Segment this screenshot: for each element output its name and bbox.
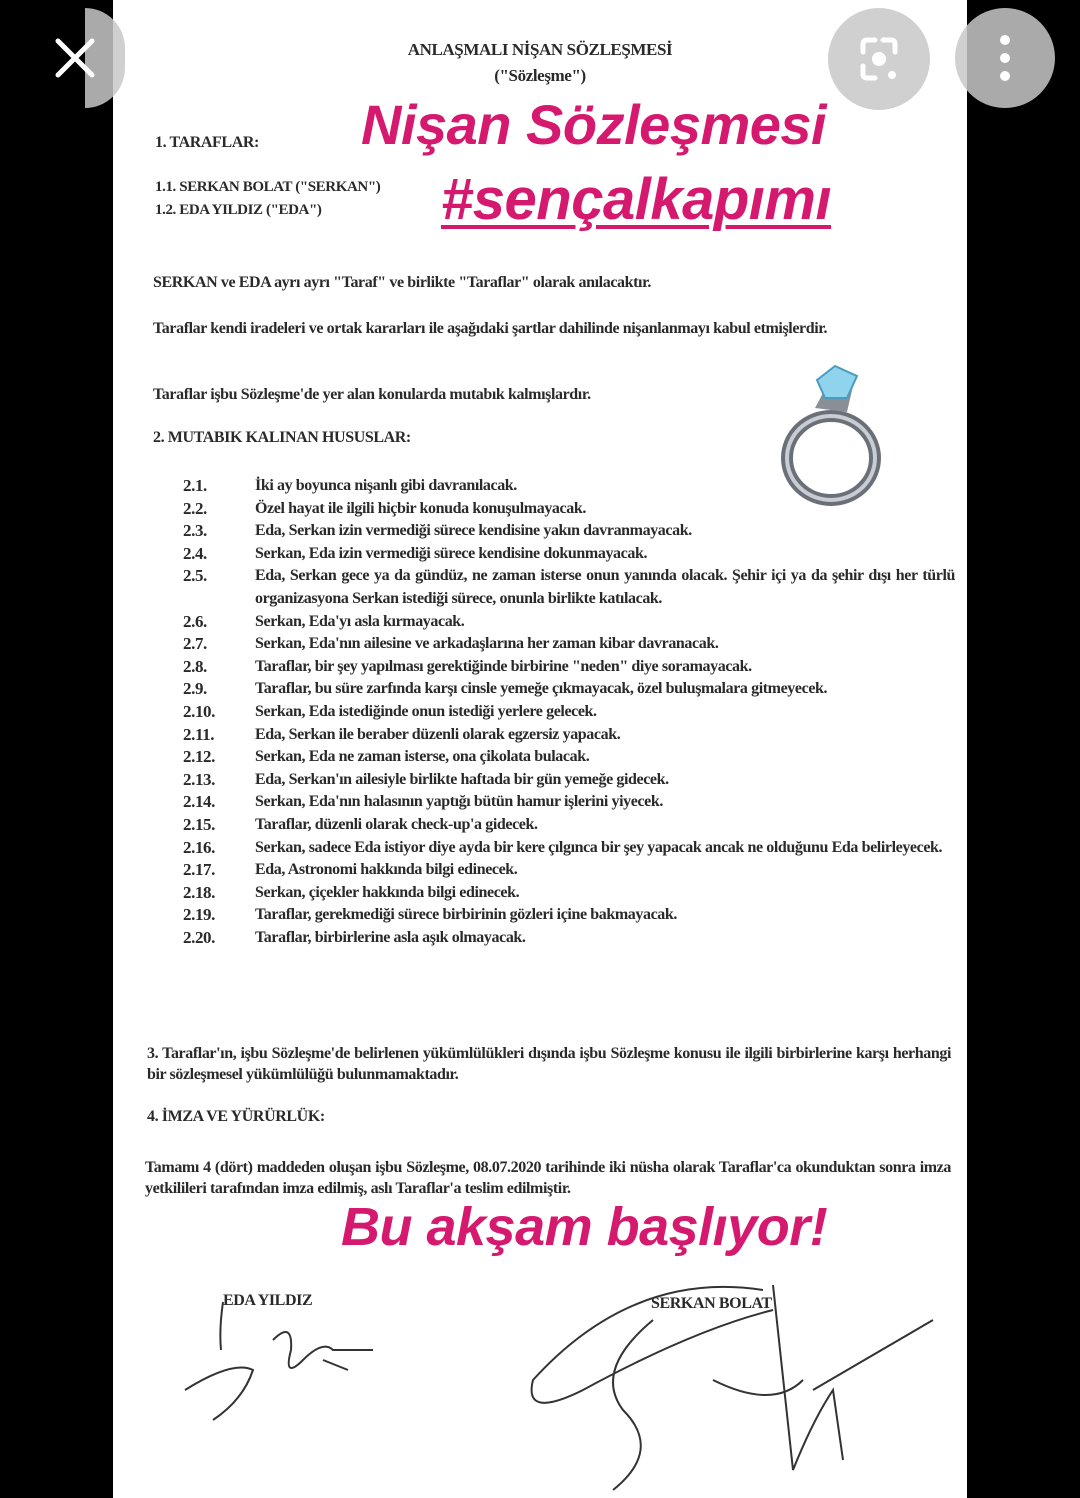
item-number: 2.6. xyxy=(183,611,207,631)
item-number: 2.15. xyxy=(183,814,216,834)
item-text: Taraflar, gerekmediği sürece birbirinin gözleri içine bakmayacak. xyxy=(255,906,677,924)
item-number: 2.13. xyxy=(183,769,216,789)
item-text: Taraflar, bu süre zarfında karşı cinsle yemeğe çıkmayacak, özel buluşmalara gitmeyecek. xyxy=(255,680,828,698)
item-number: 2.20. xyxy=(183,927,216,947)
paragraph-consent: Taraflar kendi iradeleri ve ortak kararları ile aşağıdaki şartlar dahilinde nişanlanmayı kabul etmişlerdir. xyxy=(153,320,828,337)
agreed-items-list xyxy=(183,475,955,949)
section-4-heading: 4. İMZA VE YÜRÜRLÜK: xyxy=(147,1108,325,1125)
item-number: 2.17. xyxy=(183,860,216,880)
section-2-heading: 2. MUTABIK KALINAN HUSUSLAR: xyxy=(153,429,411,446)
document-title: ANLAŞMALI NİŞAN SÖZLEŞMESİ xyxy=(407,40,673,59)
item-number: 2.4. xyxy=(183,543,207,563)
item-text: Serkan, sadece Eda istiyor diye ayda bir kere çılgınca bir şey yapacak ancak ne olduğunu Eda belirleyecek. xyxy=(255,838,943,856)
item-number: 2.12. xyxy=(183,747,216,767)
item-text: Eda, Serkan'ın ailesiyle birlikte haftada bir gün yemeğe gidecek. xyxy=(255,770,669,788)
more-vert-icon xyxy=(985,30,1025,86)
signature-eda xyxy=(173,1290,393,1440)
more-options-button[interactable] xyxy=(985,30,1025,86)
signatory-serkan: SERKAN BOLAT xyxy=(651,1295,772,1312)
paragraph-signature: Tamamı 4 (dört) maddeden oluşan işbu Sözleşme, 08.07.2020 tarihinde iki nüsha olarak Taraflar'ca okunduktan sonra imza yetkilileri tarafından imza edilmiş, aslı Taraflar'a teslim edilmiştir. xyxy=(145,1159,951,1197)
paragraph-parties: SERKAN ve EDA ayrı ayrı "Taraf" ve birlikte "Taraflar" olarak anılacaktır. xyxy=(153,274,651,291)
list-item xyxy=(183,565,955,610)
list-item xyxy=(183,746,955,769)
list-item xyxy=(183,769,955,792)
item-number: 2.18. xyxy=(183,882,216,902)
paragraph-agreement: Taraflar işbu Sözleşme'de yer alan konularda mutabık kalmışlardır. xyxy=(153,386,591,403)
list-item xyxy=(183,656,955,679)
close-button[interactable] xyxy=(50,33,100,83)
overlay-title: Nişan Sözleşmesi xyxy=(361,93,827,156)
item-text: Taraflar, birbirlerine asla aşık olmayacak. xyxy=(255,928,526,946)
item-text: Eda, Serkan izin vermediği sürece kendisine yakın davranmayacak. xyxy=(255,522,692,540)
item-number: 2.19. xyxy=(183,905,216,925)
party-1: 1.1. SERKAN BOLAT ("SERKAN") xyxy=(155,179,381,195)
item-number: 2.11. xyxy=(183,724,215,744)
item-text: Taraflar, bir şey yapılması gerektiğinde birbirine "neden" diye soramayacak. xyxy=(255,657,752,675)
list-item xyxy=(183,882,955,905)
list-item xyxy=(183,927,955,950)
item-text: Eda, Serkan ile beraber düzenli olarak egzersiz yapacak. xyxy=(255,725,621,743)
item-text: Taraflar, düzenli olarak check-up'a gidecek. xyxy=(255,815,538,833)
item-text: Eda, Astronomi hakkında bilgi edinecek. xyxy=(255,861,518,879)
overlay-footer: Bu akşam başlıyor! xyxy=(341,1197,828,1257)
lens-icon xyxy=(828,8,930,110)
list-item xyxy=(183,520,955,543)
list-item xyxy=(183,678,955,701)
section-3: 3. Taraflar'ın, işbu Sözleşme'de belirlenen yükümlülükleri dışında işbu Sözleşme konusu ile ilgili birbirlerine karşı herhangi bir sözleşmesel yükümlülüğü bulunmamaktadır. xyxy=(147,1045,951,1083)
list-item xyxy=(183,724,955,747)
list-item xyxy=(183,633,955,656)
item-text: Eda, Serkan gece ya da gündüz, ne zaman isterse onun yanında olacak. Şehir içi ya da şehir dışı her türlü organizasyona Serkan istediği sürece, onunla birlikte katılacak. xyxy=(255,567,955,607)
document-image xyxy=(113,0,967,1498)
item-number: 2.14. xyxy=(183,792,216,812)
item-text: Serkan, Eda'nın ailesine ve arkadaşlarına her zaman kibar davranacak. xyxy=(255,635,719,653)
party-2: 1.2. EDA YILDIZ ("EDA") xyxy=(155,202,322,218)
item-number: 2.5. xyxy=(183,566,207,586)
list-item xyxy=(183,791,955,814)
item-number: 2.3. xyxy=(183,521,207,541)
close-icon xyxy=(50,33,100,83)
list-item xyxy=(183,498,955,521)
signature-serkan xyxy=(513,1270,943,1498)
list-item xyxy=(183,611,955,634)
item-number: 2.10. xyxy=(183,701,216,721)
item-number: 2.2. xyxy=(183,498,207,518)
list-item xyxy=(183,475,955,498)
item-number: 2.16. xyxy=(183,837,216,857)
overlay-hashtag: #sençalkapımı xyxy=(441,167,832,232)
item-number: 2.8. xyxy=(183,656,207,676)
item-text: İki ay boyunca nişanlı gibi davranılacak. xyxy=(255,477,517,494)
list-item xyxy=(183,837,955,860)
signatory-eda: EDA YILDIZ xyxy=(223,1292,313,1309)
list-item xyxy=(183,904,955,927)
list-item xyxy=(183,701,955,724)
section-1-heading: 1. TARAFLAR: xyxy=(155,134,259,151)
item-text: Serkan, Eda'nın halasının yaptığı bütün hamur işlerini yiyecek. xyxy=(255,793,663,811)
item-number: 2.7. xyxy=(183,634,207,654)
item-text: Özel hayat ile ilgili hiçbir konuda konuşulmayacak. xyxy=(255,499,586,517)
document-subtitle: ("Sözleşme") xyxy=(494,66,586,85)
item-number: 2.1. xyxy=(183,476,207,495)
item-text: Serkan, Eda'yı asla kırmayacak. xyxy=(255,612,465,630)
lens-button[interactable] xyxy=(828,8,930,110)
item-text: Serkan, Eda ne zaman isterse, ona çikolata bulacak. xyxy=(255,748,590,766)
list-item xyxy=(183,814,955,837)
item-number: 2.9. xyxy=(183,679,207,699)
item-text: Serkan, Eda istediğinde onun istediği yerlere gelecek. xyxy=(255,702,597,720)
item-text: Serkan, çiçekler hakkında bilgi edinecek. xyxy=(255,883,520,901)
list-item xyxy=(183,543,955,566)
item-text: Serkan, Eda izin vermediği sürece kendisine dokunmayacak. xyxy=(255,544,648,562)
list-item xyxy=(183,859,955,882)
